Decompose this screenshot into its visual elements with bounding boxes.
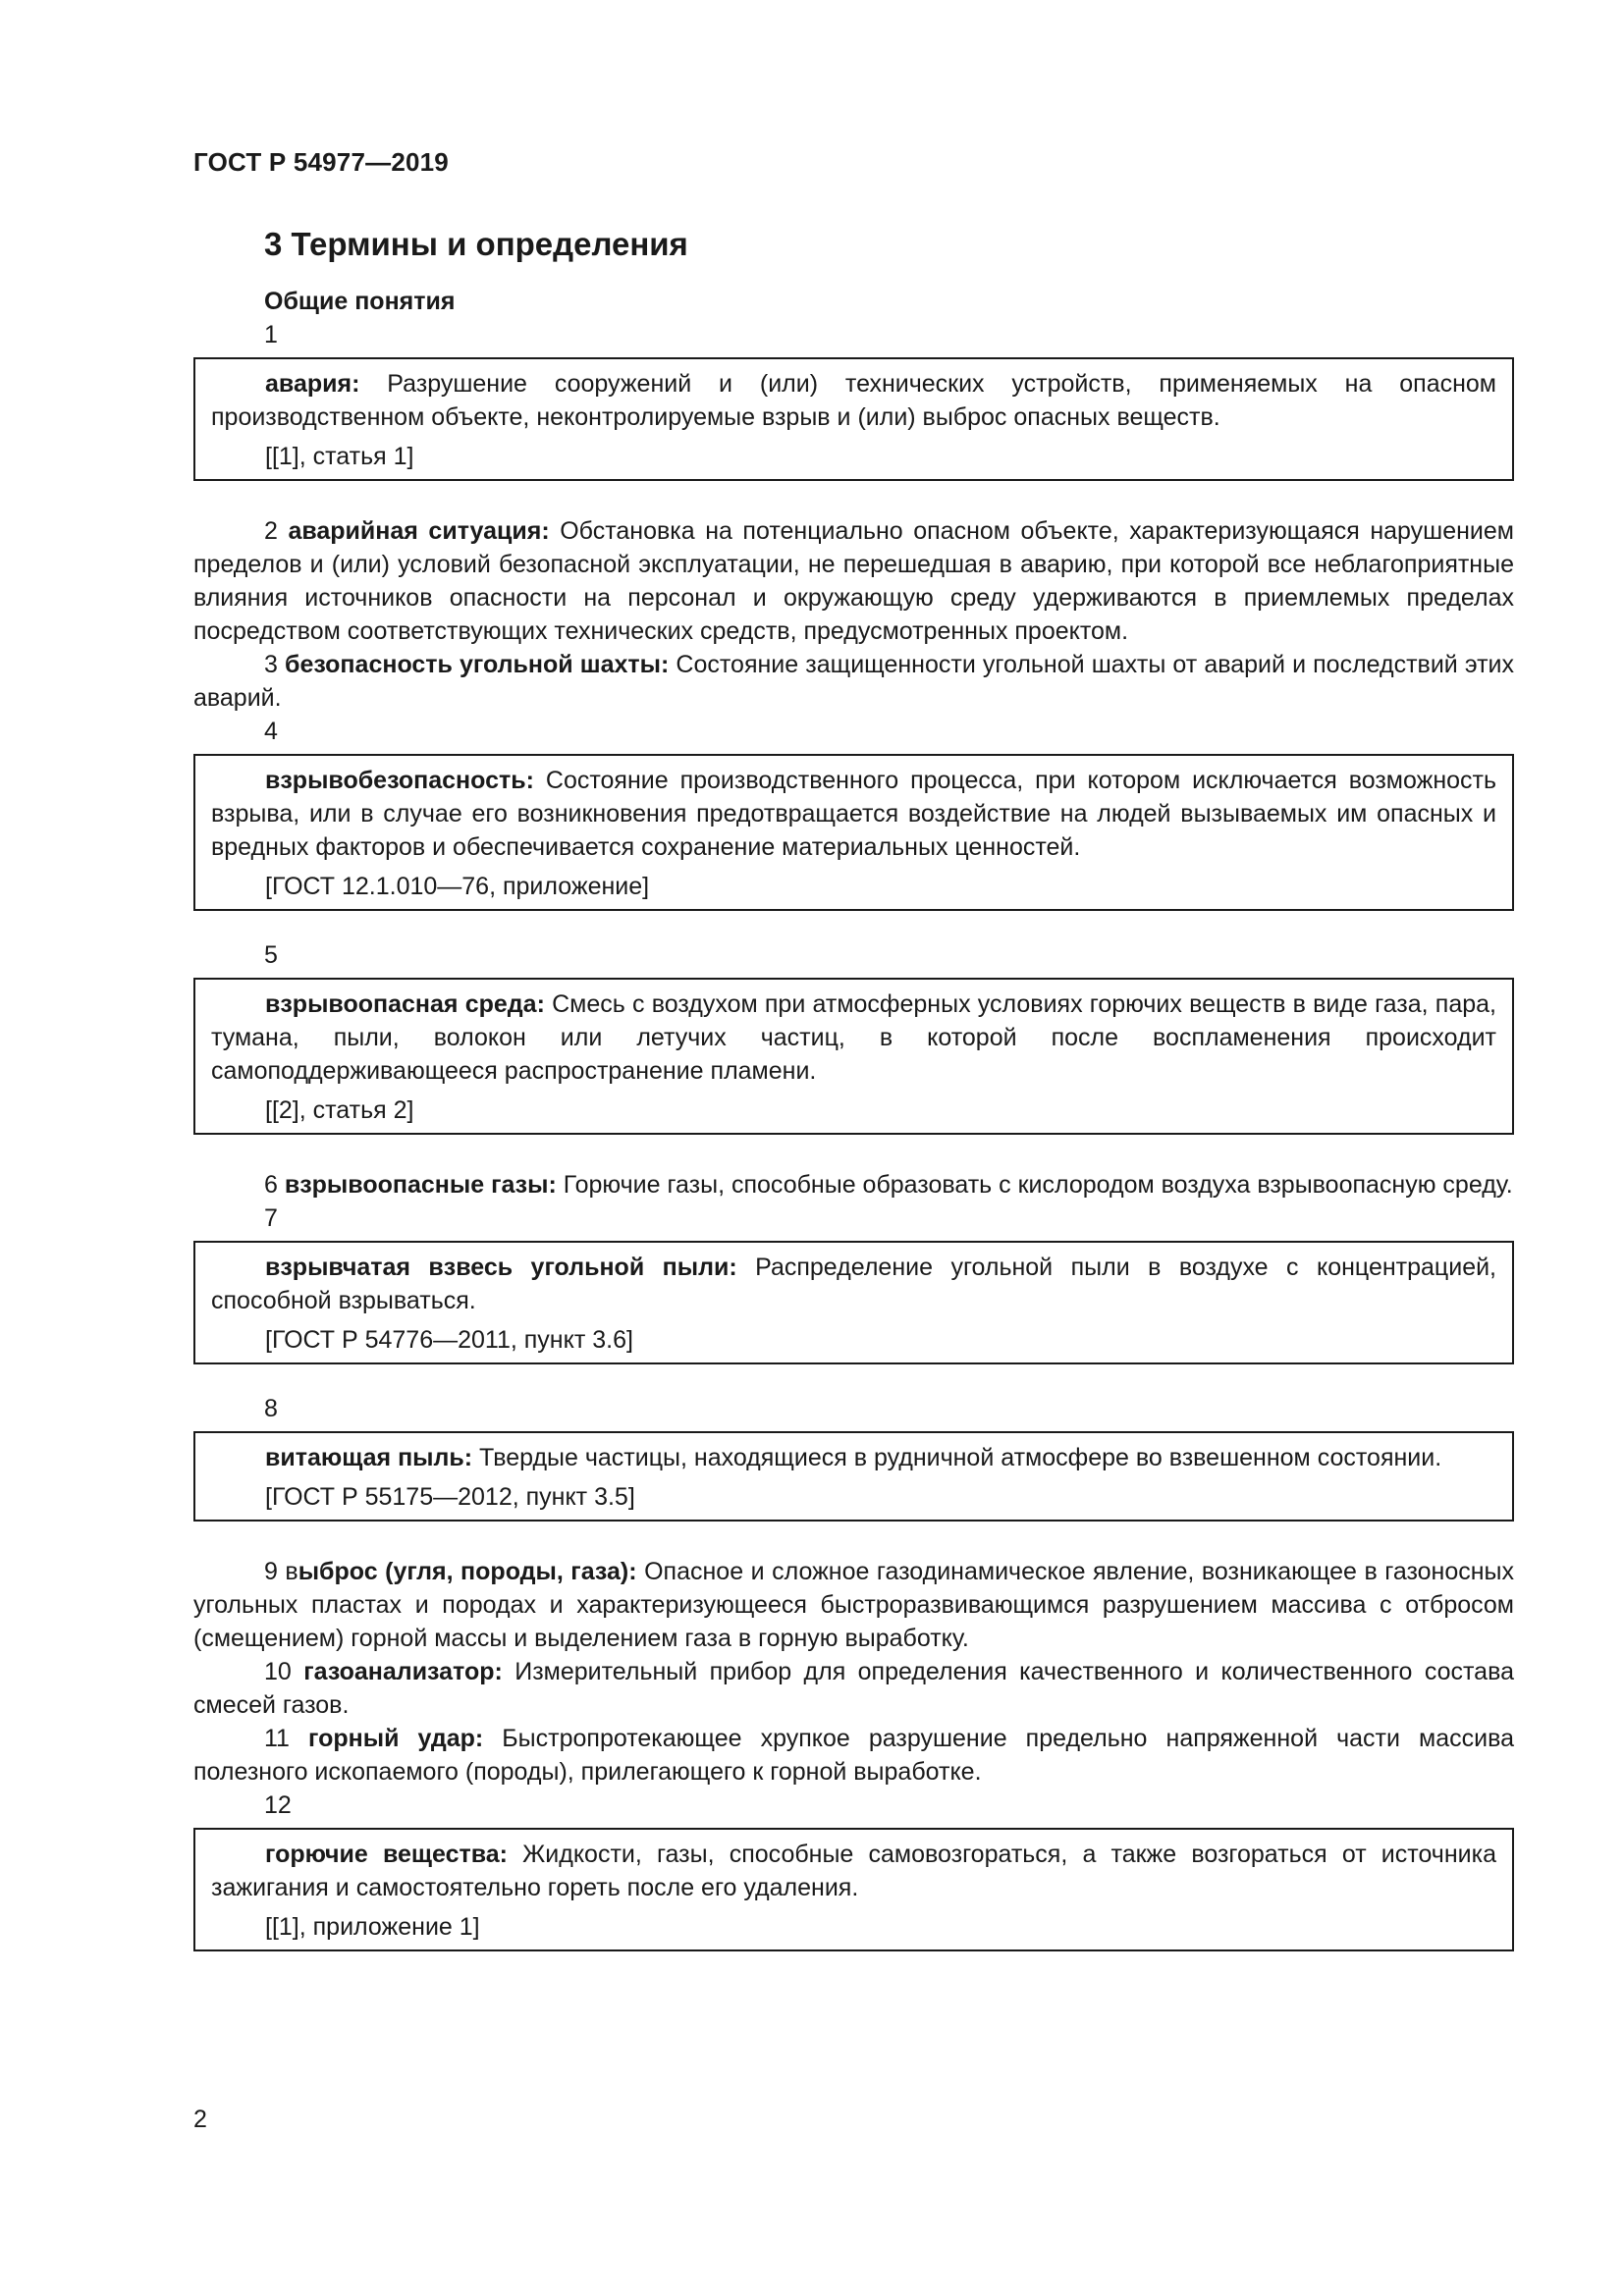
term-text: Горючие газы, способные образовать с кислородом воздуха взрывоопасную среду. <box>556 1171 1513 1199</box>
term-definition <box>211 764 1496 864</box>
term-box <box>193 978 1514 1135</box>
term-source: [ГОСТ Р 54776—2011, пункт 3.6] <box>265 1326 633 1354</box>
term-number: 9 в <box>264 1558 298 1585</box>
term-number: 7 <box>264 1204 278 1232</box>
term-number: 1 <box>264 321 278 348</box>
term-box <box>193 1828 1514 1951</box>
page-number: 2 <box>193 2106 207 2133</box>
term-name: взрывоопасная среда: <box>265 990 545 1018</box>
term-definition <box>211 988 1496 1088</box>
term-source: [[1], приложение 1] <box>265 1913 480 1941</box>
term-text: Смесь с воздухом при атмосферных условиях горючих веществ в виде газа, пара, тумана, пыли, волокон или летучих частиц, в которой после воспламенения происходит самоподдерживающееся распространение пламени. <box>211 990 1497 1085</box>
term-number: 3 <box>264 651 286 678</box>
term-name: горючие вещества: <box>265 1841 509 1868</box>
term-paragraph <box>193 648 1514 715</box>
term-number: 10 <box>264 1658 304 1685</box>
term-number: 12 <box>264 1791 292 1819</box>
term-text: Измерительный прибор для определения качественного и количественного состава смесей газов. <box>193 1658 1514 1719</box>
term-paragraph <box>193 1168 1514 1201</box>
term-number: 8 <box>264 1395 278 1422</box>
term-text: Опасное и сложное газодинамическое явление, возникающее в газоносных угольных пластах и породах и характеризующееся быстроразвивающимся разрушением массива с отбросом (смещением) горной массы и выделением газа в горную выработку. <box>193 1558 1515 1652</box>
term-definition <box>211 367 1496 434</box>
term-text: Твердые частицы, находящиеся в рудничной атмосфере во взвешенном состоянии. <box>472 1444 1442 1471</box>
term-name: горный удар: <box>308 1725 484 1752</box>
term-name: аварийная ситуация: <box>288 517 550 545</box>
term-text: Обстановка на потенциально опасном объекте, характеризующаяся нарушением пределов и (или) условий безопасной эксплуатации, не перешедшая в аварию, при которой все неблагоприятные влияния источников опасности на персонал и окружающую среду удерживаются в приемлемых пределах посредством соответствующих технических средств, предусмотренных проектом. <box>193 517 1514 645</box>
term-source: [[2], статья 2] <box>265 1096 414 1124</box>
term-number: 5 <box>264 941 278 969</box>
term-name: взрывобезопасность: <box>265 767 534 794</box>
term-number: 6 <box>264 1171 285 1199</box>
term-paragraph <box>193 1722 1514 1789</box>
term-text: Разрушение сооружений и (или) технических устройств, применяемых на опасном производственном объекте, неконтролируемые взрыв и (или) выброс опасных веществ. <box>211 370 1496 431</box>
term-number: 2 <box>264 517 289 545</box>
term-number: 4 <box>264 718 278 745</box>
term-number: 11 <box>264 1725 309 1752</box>
term-source: [[1], статья 1] <box>265 443 414 470</box>
subheading: Общие понятия <box>264 288 456 315</box>
term-name: взрывчатая взвесь угольной пыли: <box>265 1254 737 1281</box>
term-box <box>193 357 1514 481</box>
term-name: газоанализатор: <box>303 1658 503 1685</box>
term-text: Распределение угольной пыли в воздухе с концентрацией, способной взрываться. <box>211 1254 1497 1314</box>
term-text: Состояние защищенности угольной шахты от аварий и последствий этих аварий. <box>193 651 1514 712</box>
term-paragraph <box>193 1655 1514 1722</box>
term-name: витающая пыль: <box>265 1444 473 1471</box>
term-box <box>193 754 1514 911</box>
term-definition <box>211 1251 1496 1317</box>
term-paragraph <box>193 514 1514 648</box>
term-text: Жидкости, газы, способные самовозгораться, а также возгораться от источника зажигания и самостоятельно гореть после его удаления. <box>211 1841 1496 1901</box>
term-source: [ГОСТ 12.1.010—76, приложение] <box>265 873 650 900</box>
term-text: Быстропротекающее хрупкое разрушение предельно напряженной части массива полезного ископаемого (породы), прилегающего к горной выработке. <box>193 1725 1514 1786</box>
section-title: 3 Термины и определения <box>264 226 688 262</box>
term-box <box>193 1241 1514 1364</box>
document-page <box>193 0 1514 2296</box>
term-name: ыброс (угля, породы, газа): <box>298 1558 637 1585</box>
term-paragraph <box>193 1555 1514 1655</box>
term-text: Состояние производственного процесса, при котором исключается возможность взрыва, или в случае его возникновения предотвращается воздействие на людей вызываемых им опасных и вредных факторов и обеспечивается сохранение материальных ценностей. <box>211 767 1496 861</box>
terms-list <box>193 285 1514 1951</box>
term-name: безопасность угольной шахты: <box>285 651 670 678</box>
term-name: авария: <box>265 370 360 398</box>
document-id-header: ГОСТ Р 54977—2019 <box>193 147 449 177</box>
term-definition <box>211 1838 1496 1904</box>
term-source: [ГОСТ Р 55175—2012, пункт 3.5] <box>265 1483 635 1511</box>
term-name: взрывоопасные газы: <box>284 1171 557 1199</box>
term-box <box>193 1431 1514 1522</box>
term-definition <box>211 1441 1496 1474</box>
